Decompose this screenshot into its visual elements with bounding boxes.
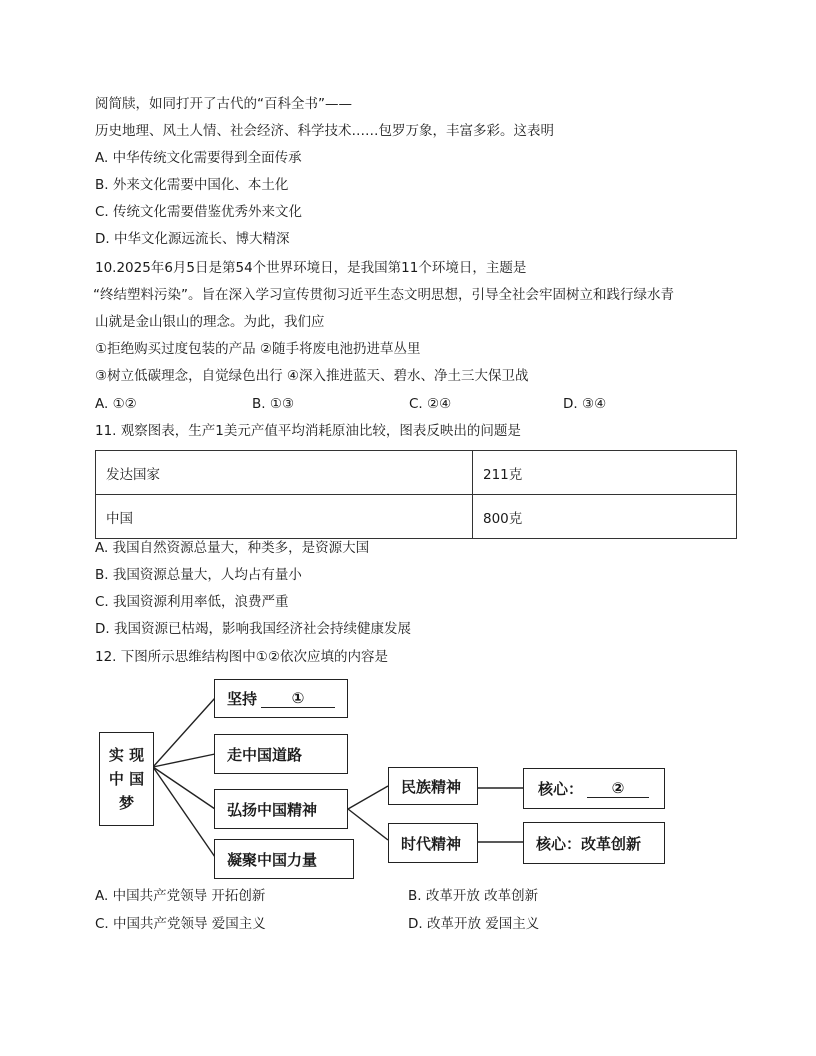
mind-map-diagram <box>95 672 675 882</box>
branch-box-china-spirit <box>214 789 348 829</box>
root-box-chinese-dream <box>99 732 154 826</box>
oil-consumption-table <box>95 450 737 539</box>
q10-items-line-1: ①拒绝购买过度包装的产品 ②随手将废电池扔进草丛里 <box>95 341 421 357</box>
q10-option-c: C. ②④ <box>409 396 452 412</box>
q11-option-c: C. 我国资源利用率低，浪费严重 <box>95 594 289 610</box>
q9-stem-line-1: 阅简牍，如同打开了古代的“百科全书”—— <box>95 96 352 112</box>
node-label: 民族精神 <box>401 777 462 796</box>
branch-box-china-road <box>214 734 348 774</box>
node-era-spirit <box>388 823 478 863</box>
branch-box-china-strength <box>214 839 354 879</box>
branch-label: 坚持 <box>227 690 258 708</box>
q10-option-d: D. ③④ <box>563 396 607 412</box>
q10-items-line-2: ③树立低碳理念，自觉绿色出行 ④深入推进蓝天、碧水、净土三大保卫战 <box>95 368 529 384</box>
node-label: 时代精神 <box>401 834 462 853</box>
q9-stem-line-2: 历史地理、风土人情、社会经济、科学技术……包罗万象，丰富多彩。这表明 <box>95 123 554 139</box>
table-cell: 发达国家 <box>96 451 473 495</box>
q12-option-a: A. 中国共产党领导 开拓创新 <box>95 888 266 904</box>
q10-option-b: B. ①③ <box>252 396 295 412</box>
node-core-innovation <box>523 822 665 864</box>
q10-option-a: A. ①② <box>95 396 137 412</box>
q11-option-d: D. 我国资源已枯竭，影响我国经济社会持续健康发展 <box>95 621 411 637</box>
blank-2: ② <box>587 779 649 798</box>
q11-stem: 11. 观察图表，生产1美元产值平均消耗原油比较，图表反映出的问题是 <box>95 423 521 439</box>
q11-option-b: B. 我国资源总量大，人均占有量小 <box>95 567 302 583</box>
node-core-blank <box>523 768 665 809</box>
table-cell: 800克 <box>473 495 737 539</box>
branch-label: 弘扬中国精神 <box>227 800 318 819</box>
branch-label: 走中国道路 <box>227 745 303 764</box>
q10-stem-line-1: 10.2025年6月5日是第54个世界环境日，是我国第11个环境日，主题是 <box>95 260 527 276</box>
table-cell: 211克 <box>473 451 737 495</box>
root-line: 中 国 <box>108 770 145 788</box>
q9-option-b: B. 外来文化需要中国化、本土化 <box>95 177 289 193</box>
q12-option-c: C. 中国共产党领导 爱国主义 <box>95 916 266 932</box>
table-row <box>96 495 737 539</box>
q12-option-d: D. 改革开放 爱国主义 <box>408 916 540 932</box>
q12-option-b: B. 改革开放 改革创新 <box>408 888 539 904</box>
table-cell: 中国 <box>96 495 473 539</box>
branch-label: 凝聚中国力量 <box>227 850 318 869</box>
q10-stem-line-3: 山就是金山银山的理念。为此，我们应 <box>95 314 325 330</box>
node-national-spirit <box>388 767 478 805</box>
branch-box-adhere <box>214 679 348 718</box>
blank-1: ① <box>261 689 335 708</box>
table-row <box>96 451 737 495</box>
root-line: 实 现 <box>108 746 145 764</box>
q9-option-c: C. 传统文化需要借鉴优秀外来文化 <box>95 204 303 220</box>
q9-option-a: A. 中华传统文化需要得到全面传承 <box>95 150 302 166</box>
q9-option-d: D. 中华文化源远流长、博大精深 <box>95 231 290 247</box>
core-label: 核心：改革创新 <box>536 834 642 853</box>
q10-stem-line-2: “终结塑料污染”。旨在深入学习宣传贯彻习近平生态文明思想，引导全社会牢固树立和践行绿水青 <box>93 287 674 303</box>
root-line: 梦 <box>118 794 134 812</box>
q11-option-a: A. 我国自然资源总量大，种类多，是资源大国 <box>95 540 370 556</box>
q12-stem: 12. 下图所示思维结构图中①②依次应填的内容是 <box>95 649 388 665</box>
core-label: 核心： <box>538 780 584 798</box>
